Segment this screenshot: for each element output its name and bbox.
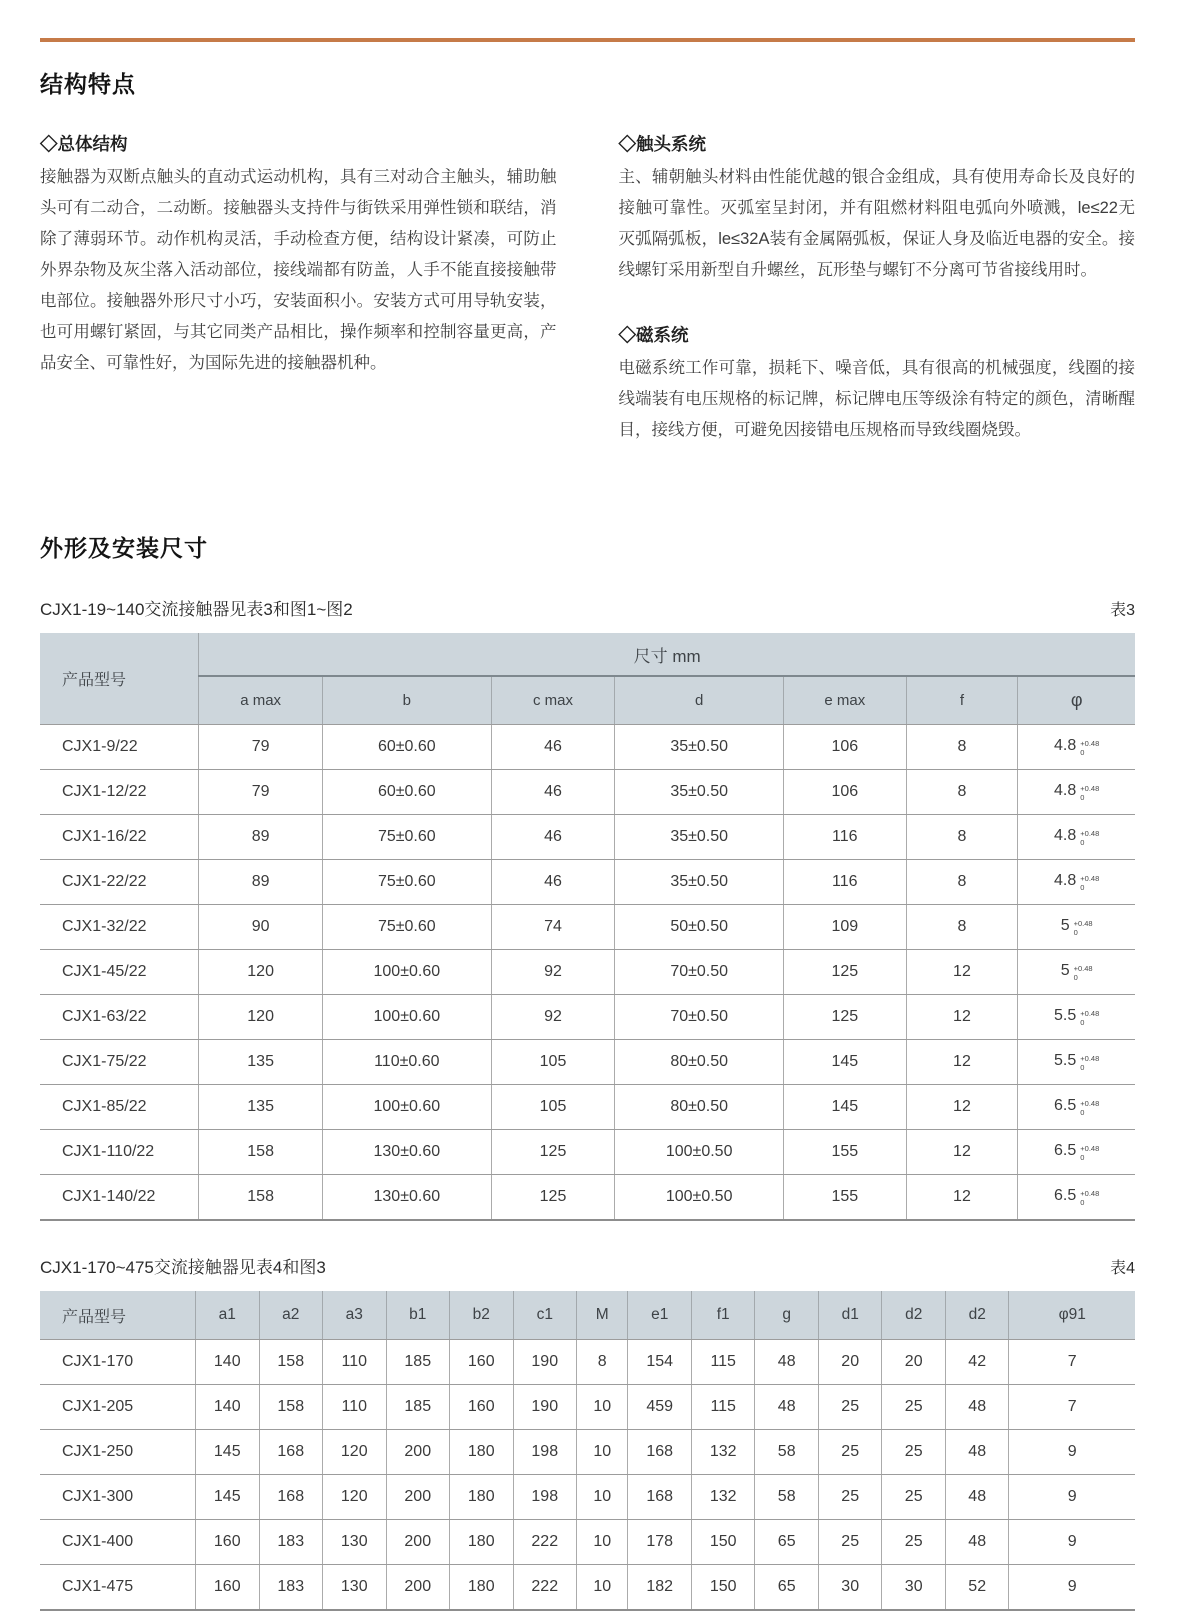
dim-cell: 168: [628, 1430, 692, 1475]
dim-cell: 100±0.60: [323, 995, 492, 1040]
phi-tolerance: [1080, 1010, 1099, 1027]
column-right: [619, 115, 1136, 446]
dim-cell: 75±0.60: [323, 860, 492, 905]
col-header: e1: [628, 1291, 692, 1340]
dim-cell: 48: [755, 1340, 819, 1385]
dim-cell: 110±0.60: [323, 1040, 492, 1085]
dim-cell: 155: [783, 1130, 906, 1175]
table-row: [40, 1475, 1135, 1520]
dim-cell: 52: [945, 1565, 1009, 1611]
col-header-dimension-group: 尺寸 mm: [199, 633, 1135, 676]
col-header: b1: [386, 1291, 450, 1340]
phi-tolerance: [1080, 1100, 1099, 1117]
dim-cell: 48: [945, 1385, 1009, 1430]
col-header: c1: [513, 1291, 577, 1340]
dim-cell: 154: [628, 1340, 692, 1385]
dim-cell: 20: [818, 1340, 882, 1385]
dim-cell: 10: [577, 1430, 628, 1475]
phi-value: 6.5: [1054, 1187, 1077, 1204]
phi-tolerance: [1080, 785, 1099, 802]
phi-cell: [1018, 770, 1135, 815]
dim-cell: 35±0.50: [615, 815, 784, 860]
dim-cell: 25: [882, 1475, 946, 1520]
dim-cell: 89: [199, 860, 323, 905]
dim-cell: 200: [386, 1475, 450, 1520]
dim-cell: 100±0.60: [323, 1085, 492, 1130]
dim-cell: 150: [691, 1520, 755, 1565]
dim-cell: 42: [945, 1340, 1009, 1385]
dim-cell: 35±0.50: [615, 725, 784, 770]
table-row: [40, 725, 1135, 770]
tolerance-lower: 0: [1080, 1152, 1085, 1162]
dim-cell: 190: [513, 1340, 577, 1385]
tolerance-lower: 0: [1080, 882, 1085, 892]
dim-cell: 25: [818, 1385, 882, 1430]
dim-cell: 80±0.50: [615, 1040, 784, 1085]
table-row: [40, 860, 1135, 905]
table-row: [40, 1430, 1135, 1475]
tolerance-lower: 0: [1080, 1197, 1085, 1207]
tolerance-lower: 0: [1080, 747, 1085, 757]
dim-cell: 70±0.50: [615, 950, 784, 995]
dim-cell: 79: [199, 725, 323, 770]
dim-cell: 65: [755, 1520, 819, 1565]
dim-cell: 8: [577, 1340, 628, 1385]
dim-cell: 25: [882, 1385, 946, 1430]
phi-cell: [1018, 815, 1135, 860]
phi-value: 6.5: [1054, 1142, 1077, 1159]
model-cell: CJX1-400: [40, 1520, 196, 1565]
dim-cell: 459: [628, 1385, 692, 1430]
dim-cell: 25: [818, 1520, 882, 1565]
phi-value: 4.8: [1054, 737, 1077, 754]
dim-cell: 106: [783, 725, 906, 770]
dim-cell: 155: [783, 1175, 906, 1221]
phi-value: 5.5: [1054, 1007, 1077, 1024]
dim-cell: 25: [882, 1520, 946, 1565]
dim-cell: 58: [755, 1475, 819, 1520]
dim-cell: 115: [691, 1340, 755, 1385]
model-cell: CJX1-85/22: [40, 1085, 199, 1130]
dim-cell: 50±0.50: [615, 905, 784, 950]
dim-cell: 89: [199, 815, 323, 860]
dim-cell: 158: [199, 1130, 323, 1175]
dim-cell: 12: [906, 1175, 1018, 1221]
table3-subheader-row: [40, 676, 1135, 725]
dim-cell: 9: [1009, 1430, 1135, 1475]
col-header: a2: [259, 1291, 323, 1340]
dim-cell: 12: [906, 1130, 1018, 1175]
dim-cell: 180: [450, 1565, 514, 1611]
dim-cell: 190: [513, 1385, 577, 1430]
dim-cell: 90: [199, 905, 323, 950]
magnetic-system-heading: ◇磁系统: [618, 325, 689, 345]
col-header: a1: [196, 1291, 260, 1340]
model-cell: CJX1-110/22: [40, 1130, 199, 1175]
dim-cell: 198: [513, 1475, 577, 1520]
dim-cell: 125: [491, 1130, 615, 1175]
dim-cell: 46: [491, 725, 615, 770]
column-left: [40, 115, 557, 446]
dim-col-header: f: [906, 676, 1018, 725]
dim-cell: 100±0.50: [615, 1130, 784, 1175]
dim-cell: 12: [906, 1040, 1018, 1085]
table-row: [40, 1565, 1135, 1611]
dim-cell: 145: [783, 1040, 906, 1085]
dim-cell: 116: [783, 815, 906, 860]
dim-cell: 105: [491, 1040, 615, 1085]
table3-body: [40, 725, 1135, 1221]
table-row: [40, 1385, 1135, 1430]
dim-cell: 168: [259, 1430, 323, 1475]
col-header: d2: [945, 1291, 1009, 1340]
dim-cell: 105: [491, 1085, 615, 1130]
dim-cell: 180: [450, 1430, 514, 1475]
table-row: [40, 1085, 1135, 1130]
dim-cell: 130±0.60: [323, 1130, 492, 1175]
dim-cell: 46: [491, 860, 615, 905]
dim-cell: 9: [1009, 1475, 1135, 1520]
dim-cell: 200: [386, 1520, 450, 1565]
dim-cell: 178: [628, 1520, 692, 1565]
dim-cell: 92: [491, 950, 615, 995]
contact-system-heading: ◇触头系统: [618, 134, 706, 154]
dim-cell: 132: [691, 1475, 755, 1520]
phi-value: 5: [1060, 962, 1070, 979]
tolerance-lower: 0: [1080, 837, 1085, 847]
phi-cell: [1018, 905, 1135, 950]
dim-cell: 183: [259, 1565, 323, 1611]
model-cell: CJX1-475: [40, 1565, 196, 1611]
phi-tolerance: [1074, 920, 1093, 937]
dim-cell: 12: [906, 995, 1018, 1040]
contact-system-body: 主、辅朝触头材料由性能优越的银合金组成，具有使用寿命长及良好的接触可靠性。灭弧室呈封闭，并有阻燃材料阻电弧向外喷溅，le≤22无灭弧隔弧板，le≤32A装有金属隔弧板，保证人身及临近电器的安全。接线螺钉采用新型自升螺丝，瓦形垫与螺钉不分离可节省接线用时。: [618, 168, 1135, 279]
model-cell: CJX1-45/22: [40, 950, 199, 995]
tolerance-upper: +0.48: [1080, 1189, 1100, 1198]
dim-cell: 58: [755, 1430, 819, 1475]
dim-cell: 168: [628, 1475, 692, 1520]
model-cell: CJX1-22/22: [40, 860, 199, 905]
phi-cell: [1018, 1175, 1135, 1221]
col-header: d2: [882, 1291, 946, 1340]
dim-col-header: d: [615, 676, 784, 725]
dim-cell: 158: [259, 1340, 323, 1385]
dim-cell: 80±0.50: [615, 1085, 784, 1130]
col-header: f1: [691, 1291, 755, 1340]
model-cell: CJX1-9/22: [40, 725, 199, 770]
section-title-dimensions: 外形及安装尺寸: [40, 535, 208, 561]
dim-cell: 9: [1009, 1520, 1135, 1565]
dim-cell: 46: [491, 770, 615, 815]
phi-cell: [1018, 725, 1135, 770]
tolerance-lower: 0: [1073, 927, 1078, 937]
tolerance-lower: 0: [1080, 1062, 1085, 1072]
model-cell: CJX1-63/22: [40, 995, 199, 1040]
page-content: [0, 38, 1200, 1611]
dim-col-header: c max: [491, 676, 615, 725]
dimensions-table-cjx1-9-140: [40, 633, 1135, 1221]
tolerance-upper: +0.48: [1080, 784, 1100, 793]
dim-cell: 160: [196, 1565, 260, 1611]
phi-tolerance: [1080, 875, 1099, 892]
dim-col-header: e max: [783, 676, 906, 725]
dim-cell: 132: [691, 1430, 755, 1475]
dim-cell: 135: [199, 1040, 323, 1085]
dim-col-header: φ: [1018, 676, 1135, 725]
dim-cell: 115: [691, 1385, 755, 1430]
dim-cell: 130: [323, 1565, 387, 1611]
dim-cell: 183: [259, 1520, 323, 1565]
dim-cell: 145: [196, 1430, 260, 1475]
model-cell: CJX1-140/22: [40, 1175, 199, 1221]
dim-cell: 30: [818, 1565, 882, 1611]
dim-cell: 8: [906, 725, 1018, 770]
phi-value: 4.8: [1054, 872, 1077, 889]
dim-cell: 8: [906, 815, 1018, 860]
phi-value: 4.8: [1054, 827, 1077, 844]
dim-cell: 198: [513, 1430, 577, 1475]
dim-cell: 200: [386, 1565, 450, 1611]
dim-cell: 48: [945, 1430, 1009, 1475]
table-row: [40, 1520, 1135, 1565]
tolerance-lower: 0: [1073, 972, 1078, 982]
dim-cell: 46: [491, 815, 615, 860]
table-row: [40, 1130, 1135, 1175]
phi-tolerance: [1080, 1190, 1099, 1207]
table4-label: 表4: [1110, 1260, 1135, 1277]
table-row: [40, 770, 1135, 815]
table3-caption: CJX1-19~140交流接触器见表3和图1~图2: [40, 600, 353, 619]
accent-rule: [40, 38, 1135, 42]
dim-cell: 140: [196, 1385, 260, 1430]
tolerance-upper: +0.48: [1080, 1144, 1100, 1153]
phi-value: 4.8: [1054, 782, 1077, 799]
dim-col-header: b: [323, 676, 492, 725]
model-cell: CJX1-75/22: [40, 1040, 199, 1085]
dim-cell: 140: [196, 1340, 260, 1385]
dim-cell: 120: [323, 1475, 387, 1520]
dim-cell: 48: [945, 1520, 1009, 1565]
col-header: a3: [323, 1291, 387, 1340]
dim-col-header: a max: [199, 676, 323, 725]
feature-columns: [40, 115, 1135, 446]
dim-cell: 48: [755, 1385, 819, 1430]
phi-tolerance: [1080, 740, 1099, 757]
dim-cell: 130: [323, 1520, 387, 1565]
tolerance-upper: +0.48: [1080, 829, 1100, 838]
phi-cell: [1018, 1040, 1135, 1085]
col-header-product: 产品型号: [40, 1291, 196, 1340]
table-row: [40, 995, 1135, 1040]
dim-cell: 20: [882, 1340, 946, 1385]
dim-cell: 7: [1009, 1340, 1135, 1385]
tolerance-upper: +0.48: [1080, 1054, 1100, 1063]
dim-cell: 168: [259, 1475, 323, 1520]
table-row: [40, 1175, 1135, 1221]
dim-cell: 100±0.50: [615, 1175, 784, 1221]
dim-cell: 106: [783, 770, 906, 815]
dim-cell: 7: [1009, 1385, 1135, 1430]
tolerance-upper: +0.48: [1080, 739, 1100, 748]
model-cell: CJX1-170: [40, 1340, 196, 1385]
table-row: [40, 1040, 1135, 1085]
col-header: φ91: [1009, 1291, 1135, 1340]
phi-cell: [1018, 950, 1135, 995]
tolerance-lower: 0: [1080, 1017, 1085, 1027]
phi-value: 5: [1060, 917, 1070, 934]
dim-cell: 79: [199, 770, 323, 815]
tolerance-upper: +0.48: [1073, 919, 1093, 928]
dim-cell: 160: [450, 1340, 514, 1385]
dim-cell: 10: [577, 1475, 628, 1520]
dim-cell: 35±0.50: [615, 770, 784, 815]
table4-body: [40, 1340, 1135, 1611]
dim-cell: 25: [818, 1430, 882, 1475]
dim-cell: 12: [906, 950, 1018, 995]
col-header: b2: [450, 1291, 514, 1340]
dim-cell: 65: [755, 1565, 819, 1611]
dim-cell: 125: [783, 950, 906, 995]
table4-caption: CJX1-170~475交流接触器见表4和图3: [40, 1258, 326, 1277]
dim-cell: 125: [783, 995, 906, 1040]
dim-cell: 182: [628, 1565, 692, 1611]
dim-cell: 60±0.60: [323, 725, 492, 770]
dim-cell: 125: [491, 1175, 615, 1221]
dim-cell: 120: [199, 995, 323, 1040]
phi-tolerance: [1080, 1055, 1099, 1072]
dim-cell: 100±0.60: [323, 950, 492, 995]
dim-cell: 10: [577, 1385, 628, 1430]
table3-label: 表3: [1110, 602, 1135, 619]
overall-structure-body: 接触器为双断点触头的直动式运动机构，具有三对动合主触头，辅助触头可有二动合，二动断。接触器头支持件与街铁采用弹性锁和联结，消除了薄弱环节。动作机构灵活，手动检查方便，结构设计紧凑，可防止外界杂物及灰尘落入活动部位，接线端都有防盖，人手不能直接接触带电部位。接触器外形尺寸小巧，安装面积小。安装方式可用导轨安装，也可用螺钉紧固，与其它同类产品相比，操作频率和控制容量更高，产品安全、可靠性好，为国际先进的接触器机种。: [40, 168, 557, 372]
model-cell: CJX1-12/22: [40, 770, 199, 815]
phi-cell: [1018, 1130, 1135, 1175]
col-header-product: 产品型号: [40, 633, 199, 725]
phi-tolerance: [1080, 1145, 1099, 1162]
table-row: [40, 950, 1135, 995]
dim-cell: 120: [199, 950, 323, 995]
dim-cell: 145: [783, 1085, 906, 1130]
table-row: [40, 1340, 1135, 1385]
dim-cell: 92: [491, 995, 615, 1040]
table3-caption-row: [40, 595, 1135, 620]
dim-cell: 130±0.60: [323, 1175, 492, 1221]
table-row: [40, 815, 1135, 860]
dim-cell: 10: [577, 1565, 628, 1611]
section-title-structure: 结构特点: [40, 71, 136, 97]
col-header: M: [577, 1291, 628, 1340]
dim-cell: 60±0.60: [323, 770, 492, 815]
tolerance-upper: +0.48: [1073, 964, 1093, 973]
dim-cell: 74: [491, 905, 615, 950]
dim-cell: 10: [577, 1520, 628, 1565]
dim-cell: 75±0.60: [323, 905, 492, 950]
tolerance-upper: +0.48: [1080, 874, 1100, 883]
dim-cell: 158: [199, 1175, 323, 1221]
model-cell: CJX1-250: [40, 1430, 196, 1475]
dim-cell: 116: [783, 860, 906, 905]
model-cell: CJX1-32/22: [40, 905, 199, 950]
dim-cell: 8: [906, 860, 1018, 905]
tolerance-lower: 0: [1080, 1107, 1085, 1117]
dim-cell: 8: [906, 770, 1018, 815]
dim-cell: 110: [323, 1340, 387, 1385]
dim-cell: 145: [196, 1475, 260, 1520]
dim-cell: 120: [323, 1430, 387, 1475]
dim-cell: 25: [818, 1475, 882, 1520]
dim-cell: 30: [882, 1565, 946, 1611]
phi-tolerance: [1080, 830, 1099, 847]
dim-cell: 160: [196, 1520, 260, 1565]
col-header: g: [755, 1291, 819, 1340]
dim-cell: 222: [513, 1520, 577, 1565]
col-header: d1: [818, 1291, 882, 1340]
dim-cell: 222: [513, 1565, 577, 1611]
tolerance-upper: +0.48: [1080, 1009, 1100, 1018]
phi-cell: [1018, 995, 1135, 1040]
phi-cell: [1018, 860, 1135, 905]
model-cell: CJX1-16/22: [40, 815, 199, 860]
dim-cell: 150: [691, 1565, 755, 1611]
table4-header-row: [40, 1291, 1135, 1340]
dim-cell: 185: [386, 1340, 450, 1385]
phi-tolerance: [1074, 965, 1093, 982]
dim-cell: 110: [323, 1385, 387, 1430]
dim-cell: 200: [386, 1430, 450, 1475]
dim-cell: 180: [450, 1520, 514, 1565]
dim-cell: 158: [259, 1385, 323, 1430]
tolerance-upper: +0.48: [1080, 1099, 1100, 1108]
dim-cell: 75±0.60: [323, 815, 492, 860]
model-cell: CJX1-300: [40, 1475, 196, 1520]
dim-cell: 48: [945, 1475, 1009, 1520]
table-row: [40, 905, 1135, 950]
phi-cell: [1018, 1085, 1135, 1130]
model-cell: CJX1-205: [40, 1385, 196, 1430]
tolerance-lower: 0: [1080, 792, 1085, 802]
phi-value: 6.5: [1054, 1097, 1077, 1114]
dim-cell: 160: [450, 1385, 514, 1430]
magnetic-system-body: 电磁系统工作可靠，损耗下、噪音低，具有很高的机械强度，线圈的接线端装有电压规格的标记牌，标记牌电压等级涂有特定的颜色，清晰醒目，接线方便，可避免因接错电压规格而导致线圈烧毁。: [618, 359, 1135, 439]
dim-cell: 9: [1009, 1565, 1135, 1611]
dim-cell: 25: [882, 1430, 946, 1475]
dim-cell: 109: [783, 905, 906, 950]
phi-value: 5.5: [1054, 1052, 1077, 1069]
dimensions-table-cjx1-170-475: [40, 1291, 1135, 1611]
dim-cell: 8: [906, 905, 1018, 950]
dim-cell: 135: [199, 1085, 323, 1130]
overall-structure-heading: ◇总体结构: [40, 134, 128, 154]
dim-cell: 35±0.50: [615, 860, 784, 905]
dim-cell: 12: [906, 1085, 1018, 1130]
dim-cell: 185: [386, 1385, 450, 1430]
dim-cell: 70±0.50: [615, 995, 784, 1040]
table4-caption-row: [40, 1253, 1135, 1278]
dim-cell: 180: [450, 1475, 514, 1520]
